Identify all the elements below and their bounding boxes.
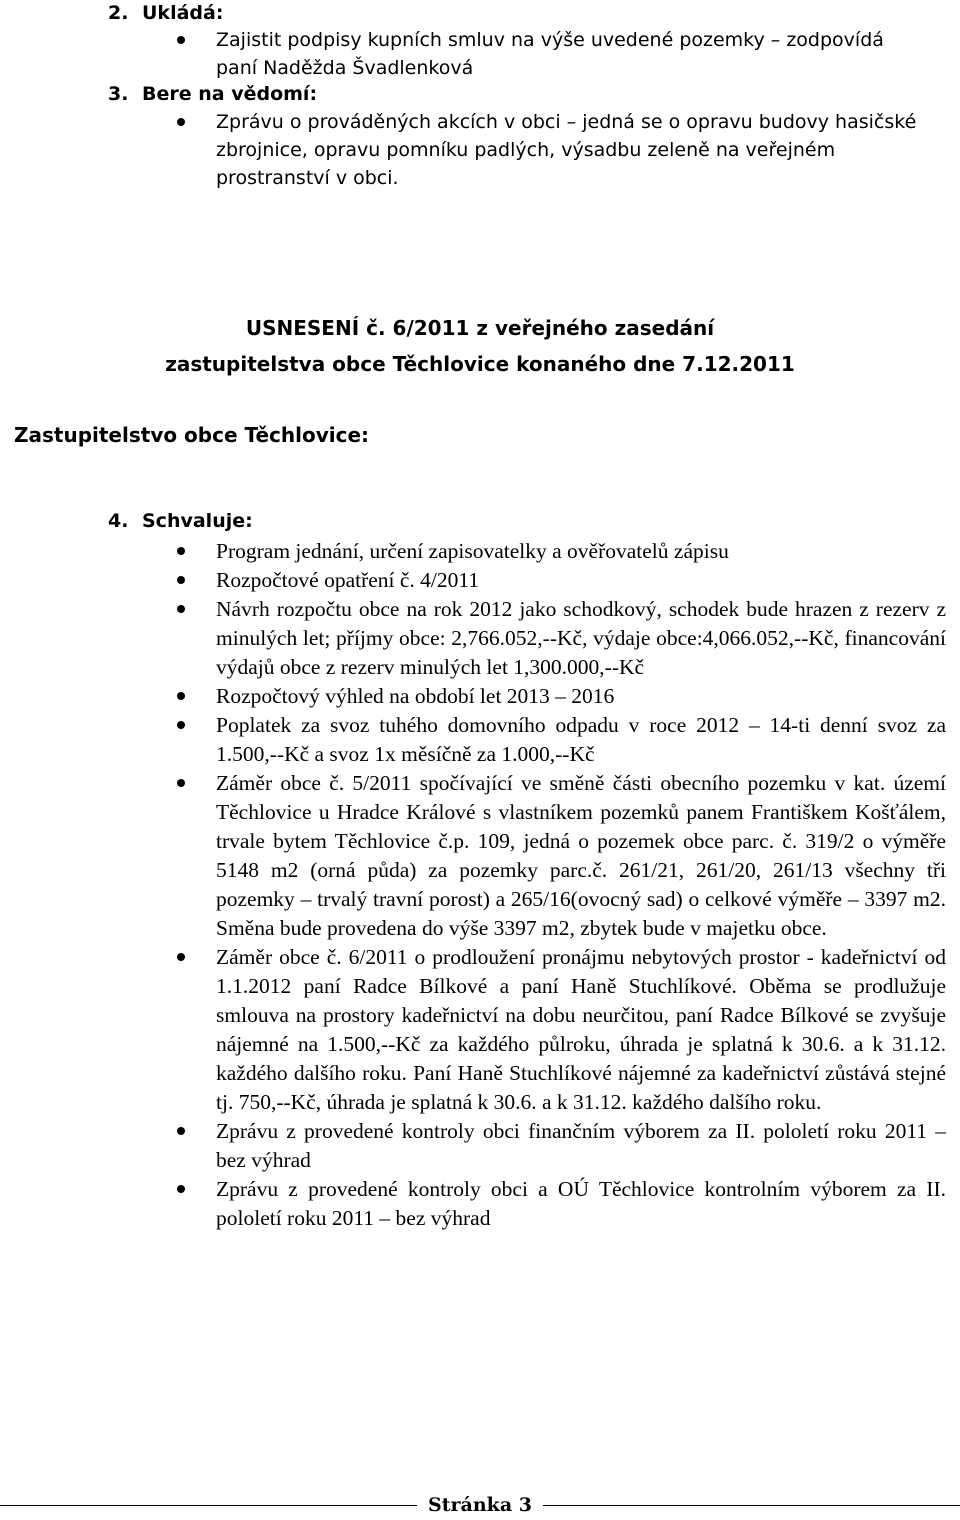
list-item (0, 537, 960, 566)
list-item (0, 1175, 960, 1233)
list-item (0, 943, 960, 1117)
assembly-heading: Zastupitelstvo obce Těchlovice: (14, 423, 370, 447)
list-item (0, 595, 960, 682)
section-2-heading (108, 0, 223, 26)
bullet-icon (177, 692, 185, 700)
section-title: Ukládá: (142, 2, 224, 24)
list-item-text: Záměr obce č. 5/2011 spočívající ve směně části obecního pozemku v kat. území Těchlovice u Hradce Králové s vlastníkem pozemků panem Františkem Košťálem, trvale bytem Těchlovice č.p. 109, jedná o pozemek obce parc. č. 319/2 o výměře 5148 m2 (orná půda) za pozemky parc.č. 261/21, 261/20, 261/13 všechny tři pozemky – trvalý travní porost) a 265/16(ovocný sad) o celkové výměře – 3397 m2. Směna bude provedena do výše 3397 m2, zbytek bude v majetku obce. (216, 771, 946, 940)
list-item (0, 711, 960, 769)
list-item-text: Zprávu z provedené kontroly obci finančním výborem za II. pololetí roku 2011 – bez výhrad (216, 1119, 946, 1172)
bullet-icon (177, 779, 185, 787)
list-item (0, 26, 960, 82)
bullet-icon (177, 118, 185, 126)
list-item-text: Zprávu o prováděných akcích v obci – jedná se o opravu budovy hasičské zbrojnice, opravu pomníku padlých, výsadbu zeleně na veřejném prostranství v obci. (216, 111, 917, 189)
section-4-heading (108, 508, 253, 534)
list-item-text: Záměr obce č. 6/2011 o prodloužení pronájmu nebytových prostor - kadeřnictví od 1.1.2012 paní Radce Bílkové a paní Haně Stuchlíkové. Oběma se prodlužuje smlouva na prostory kadeřnictví na dobu neurčitou, paní Radce Bílkové se zvyšuje nájemné na 1.500,--Kč za každého půlroku, úhrada je splatná k 30.6. a k 31.12. každého dalšího roku. Paní Haně Stuchlíkové nájemné za kadeřnictví zůstává stejné tj. 750,--Kč, úhrada je splatná k 30.6. a k 31.12. každého dalšího roku. (216, 945, 946, 1114)
list-item-text: Návrh rozpočtu obce na rok 2012 jako schodkový, schodek bude hrazen z rezerv z minulých let; příjmy obce: 2,766.052,--Kč, výdaje obce:4,066.052,--Kč, financování výdajů obce z rezerv minulých let 1,300.000,--Kč (216, 597, 946, 679)
bullet-icon (177, 953, 185, 961)
list-item (0, 682, 960, 711)
section-2-list (0, 26, 960, 82)
list-item (0, 1117, 960, 1175)
bullet-icon (177, 547, 185, 555)
bullet-icon (177, 36, 185, 44)
list-item-text: Zajistit podpisy kupních smluv na výše uvedené pozemky – zodpovídá paní Naděžda Švadlenková (216, 29, 884, 79)
list-item (0, 769, 960, 943)
resolution-subtitle: zastupitelstva obce Těchlovice konaného dne 7.12.2011 (165, 352, 795, 376)
section-title: Schvaluje: (142, 510, 253, 532)
bullet-icon (177, 721, 185, 729)
section-number: 3. (108, 83, 129, 105)
section-3-list (0, 108, 960, 192)
resolution-title: USNESENÍ č. 6/2011 z veřejného zasedání (245, 316, 715, 340)
bullet-icon (177, 1185, 185, 1193)
section-number: 4. (108, 510, 129, 532)
list-item-text: Zprávu z provedené kontroly obci a OÚ Těchlovice kontrolním výborem za II. pololetí roku 2011 – bez výhrad (216, 1177, 946, 1230)
list-item-text: Program jednání, určení zapisovatelky a ověřovatelů zápisu (216, 539, 729, 563)
bullet-icon (177, 605, 185, 613)
bullet-icon (177, 576, 185, 584)
bullet-icon (177, 1127, 185, 1135)
section-number: 2. (108, 2, 129, 24)
list-item (0, 108, 960, 192)
list-item-text: Rozpočtový výhled na období let 2013 – 2016 (216, 684, 615, 708)
section-4-list (0, 537, 960, 1233)
section-title: Bere na vědomí: (142, 83, 318, 105)
list-item-text: Poplatek za svoz tuhého domovního odpadu v roce 2012 – 14-ti denní svoz za 1.500,--Kč a svoz 1x měsíčně za 1.000,--Kč (216, 713, 946, 766)
page-number: Stránka 3 (417, 1490, 543, 1520)
section-3-heading (108, 81, 317, 107)
list-item (0, 566, 960, 595)
list-item-text: Rozpočtové opatření č. 4/2011 (216, 568, 480, 592)
